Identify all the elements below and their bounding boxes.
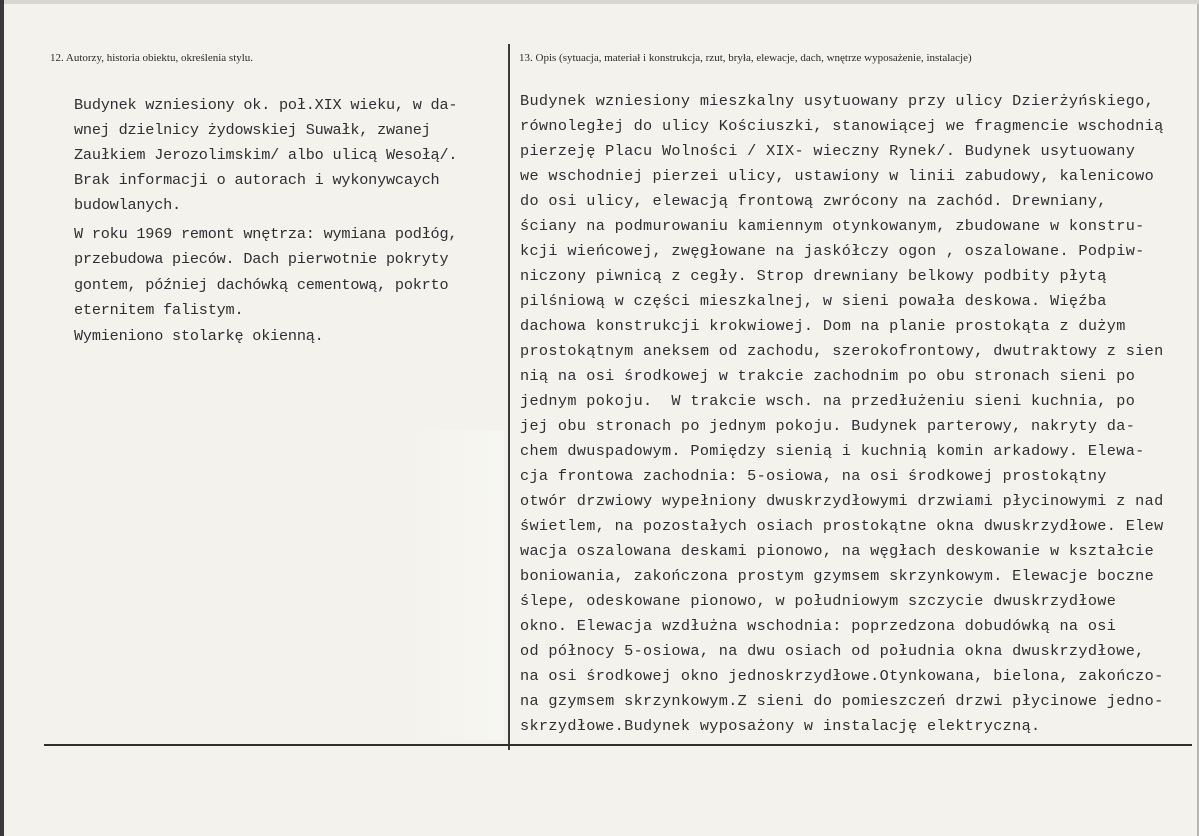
description-line: jej obu stronach po jednym pokoju. Budynek parterowy, nakryty da- <box>520 417 1136 435</box>
description-line: pierzeję Placu Wolności / XIX- wieczny Rynek/. Budynek usytuowany <box>520 142 1136 160</box>
description-line: cja frontowa zachodnia: 5-osiowa, na osi środkowej prostokątny <box>520 467 1107 485</box>
description-line: niczony piwnicą z cegły. Strop drewniany belkowy podbity płytą <box>520 267 1107 285</box>
history-line: budowlanych. <box>74 196 181 214</box>
description-line: otwór drzwiowy wypełniony dwuskrzydłowymi drzwiami płycinowymi z nad <box>520 492 1164 510</box>
description-line: we wschodniej pierzei ulicy, ustawiony w linii zabudowy, kalenicowo <box>520 167 1155 185</box>
description-line: wacja oszalowana deskami pionowo, na węgłach deskowanie w kształcie <box>520 542 1155 560</box>
description-line: ściany na podmurowaniu kamiennym otynkowanym, zbudowane w konstru- <box>520 217 1145 235</box>
column-divider <box>508 44 510 750</box>
description-line: boniowania, zakończona prostym gzymsem skrzynkowym. Elewacje boczne <box>520 567 1155 585</box>
scan-edge <box>4 0 1199 4</box>
history-line: W roku 1969 remont wnętrza: wymiana podłóg, <box>74 225 458 243</box>
description-line: do osi ulicy, elewacją frontową zwrócony na zachód. Drewniany, <box>520 192 1107 210</box>
description-line: prostokątnym aneksem od zachodu, szerokofrontowy, dwutraktowy z sien <box>520 342 1164 360</box>
description-line: od północy 5-osiowa, na dwu osiach od południa okna dwuskrzydłowe, <box>520 642 1145 660</box>
paper-shading <box>404 430 504 740</box>
description-line: Budynek wzniesiony mieszkalny usytuowany przy ulicy Dzierżyńskiego, <box>520 92 1155 110</box>
description-line: na gzymsem skrzynkowym.Z sieni do pomieszczeń drzwi płycinowe jedno- <box>520 692 1164 710</box>
history-line: Brak informacji o autorach i wykonywcaych <box>74 171 440 189</box>
bottom-rule <box>44 744 1192 746</box>
description-line: okno. Elewacja wzdłużna wschodnia: poprzedzona dobudówką na osi <box>520 617 1117 635</box>
left-column-header: 12. Autorzy, historia obiektu, określenia stylu. <box>50 52 254 64</box>
history-line: gontem, później dachówką cementową, pokrto <box>74 276 449 294</box>
description-line: skrzydłowe.Budynek wyposażony w instalację elektryczną. <box>520 717 1041 735</box>
description-line: ślepe, odeskowane pionowo, w południowym szczycie dwuskrzydłowe <box>520 592 1117 610</box>
history-line: przebudowa pieców. Dach pierwotnie pokryty <box>74 250 449 268</box>
right-column-header: 13. Opis (sytuacja, materiał i konstrukcja, rzut, bryła, elewacje, dach, wnętrze wyposażenie, instalacje) <box>519 52 972 64</box>
description-line: kcji wieńcowej, zwęgłowane na jaskółczy ogon , oszalowane. Podpiw- <box>520 242 1145 260</box>
history-line: Wymieniono stolarkę okienną. <box>74 327 324 345</box>
description-line: jednym pokoju. W trakcie wsch. na przedłużeniu sieni kuchnia, po <box>520 392 1136 410</box>
description-line: chem dwuspadowym. Pomiędzy sienią i kuchnią komin arkadowy. Elewa- <box>520 442 1145 460</box>
history-line: Zaułkiem Jerozolimskim/ albo ulicą Wesołą/. <box>74 146 458 164</box>
history-line: Budynek wzniesiony ok. poł.XIX wieku, w da- <box>74 96 458 114</box>
description-line: dachowa konstrukcji krokwiowej. Dom na planie prostokąta z dużym <box>520 317 1126 335</box>
history-line: eternitem falistym. <box>74 301 244 319</box>
description-line: na osi środkowej okno jednoskrzydłowe.Otynkowana, bielona, zakończo- <box>520 667 1164 685</box>
description-line: pilśniową w części mieszkalnej, w sieni powała deskowa. Więźba <box>520 292 1107 310</box>
description-line: równoległej do ulicy Kościuszki, stanowiącej we fragmencie wschodnią <box>520 117 1164 135</box>
history-line: wnej dzielnicy żydowskiej Suwałk, zwanej <box>74 121 431 139</box>
description-line: nią na osi środkowej w trakcie zachodnim po obu stronach sieni po <box>520 367 1136 385</box>
description-line: świetlem, na pozostałych osiach prostokątne okna dwuskrzydłowe. Elew <box>520 517 1164 535</box>
